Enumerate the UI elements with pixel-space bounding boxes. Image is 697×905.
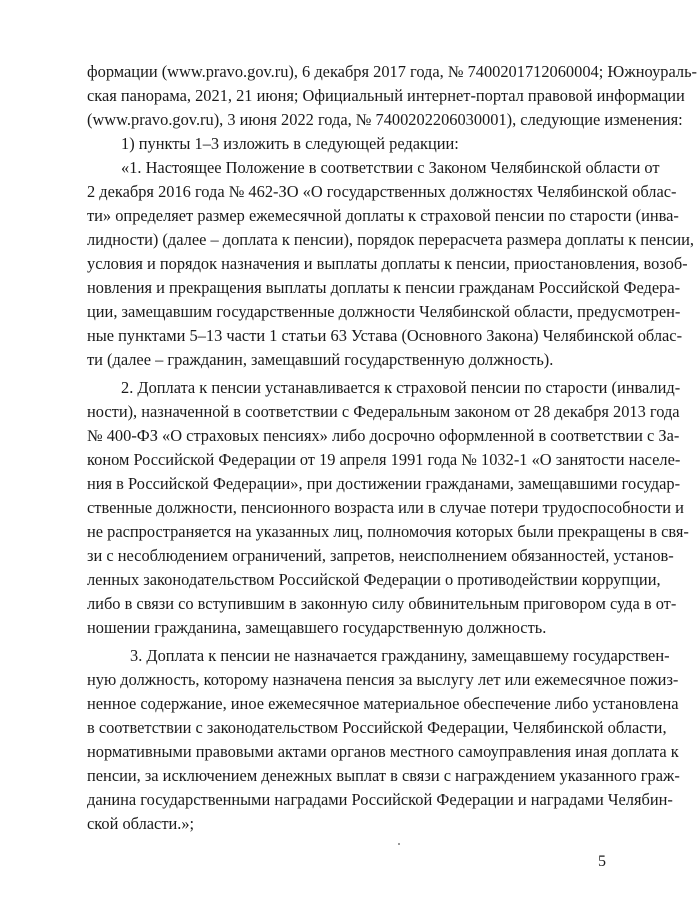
text-line: формации (www.pravo.gov.ru), 6 декабря 2017 года, № 7400201712060004; Южноураль- — [87, 62, 697, 81]
page-number: 5 — [598, 853, 606, 870]
text-line: нормативными правовыми актами органов местного самоуправления иная доплата к — [87, 742, 679, 761]
text-line: пенсии, за исключением денежных выплат в связи с награждением указанного граж- — [87, 766, 680, 785]
text-line: 1) пункты 1–3 изложить в следующей редакции: — [121, 134, 459, 153]
text-line: 2 декабря 2016 года № 462-ЗО «О государственных должностях Челябинской облас- — [87, 182, 677, 201]
text-line: либо в связи со вступившим в законную силу обвинительным приговором суда в от- — [87, 594, 677, 613]
text-line: ности), назначенной в соответствии с Федеральным законом от 28 декабря 2013 года — [87, 402, 680, 421]
text-line: условия и порядок назначения и выплаты доплаты к пенсии, приостановления, возоб- — [87, 254, 688, 273]
text-line: зи с несоблюдением ограничений, запретов, неисполнением обязанностей, установ- — [87, 546, 674, 565]
text-line: ненное содержание, иное ежемесячное материальное обеспечение либо установлена — [87, 694, 679, 713]
scan-speck — [398, 843, 400, 845]
text-line: ственные должности, пенсионного возраста или в случае потери трудоспособности и — [87, 498, 684, 517]
text-line: ская панорама, 2021, 21 июня; Официальный интернет-портал правовой информации — [87, 86, 685, 105]
text-line: лидности) (далее – доплата к пенсии), порядок перерасчета размера доплаты к пенсии, — [87, 230, 695, 249]
text-line: ской области.»; — [87, 814, 195, 833]
text-line: новления и прекращения выплаты доплаты к пенсии гражданам Российской Федера- — [87, 278, 681, 297]
text-line: № 400-ФЗ «О страховых пенсиях» либо досрочно оформленной в соответствии с За- — [87, 426, 680, 445]
text-line: ные пунктами 5–13 части 1 статьи 63 Устава (Основного Закона) Челябинской облас- — [87, 326, 683, 345]
text-line: «1. Настоящее Положение в соответствии с Законом Челябинской области от — [121, 158, 660, 177]
text-line: ти (далее – гражданин, замещавший государственную должность). — [87, 350, 554, 369]
text-line: ции, замещавшим государственные должности Челябинской области, предусмотрен- — [87, 302, 681, 321]
text-line: ношении гражданина, замещавшего государственную должность. — [87, 618, 547, 637]
text-line: ленных законодательством Российской Федерации о противодействии коррупции, — [87, 570, 661, 589]
text-line: в соответствии с законодательством Российской Федерации, Челябинской области, — [87, 718, 667, 737]
text-line: ную должность, которому назначена пенсия за выслугу лет или ежемесячное пожиз- — [87, 670, 679, 689]
text-line: 2. Доплата к пенсии устанавливается к страховой пенсии по старости (инвалид- — [121, 378, 681, 397]
text-line: ти» определяет размер ежемесячной доплаты к страховой пенсии по старости (инва- — [87, 206, 679, 225]
text-line: данина государственными наградами Российской Федерации и наградами Челябин- — [87, 790, 673, 809]
text-line: ния в Российской Федерации», при достижении гражданами, замещавшими государ- — [87, 474, 681, 493]
text-line: (www.pravo.gov.ru), 3 июня 2022 года, № 7400202206030001), следующие изменения: — [87, 110, 683, 129]
text-line: не распространяется на указанных лиц, полномочия которых были прекращены в свя- — [87, 522, 689, 541]
text-line: коном Российской Федерации от 19 апреля 1991 года № 1032-1 «О занятости населе- — [87, 450, 681, 469]
text-line: 3. Доплата к пенсии не назначается гражданину, замещавшему государствен- — [130, 646, 670, 665]
